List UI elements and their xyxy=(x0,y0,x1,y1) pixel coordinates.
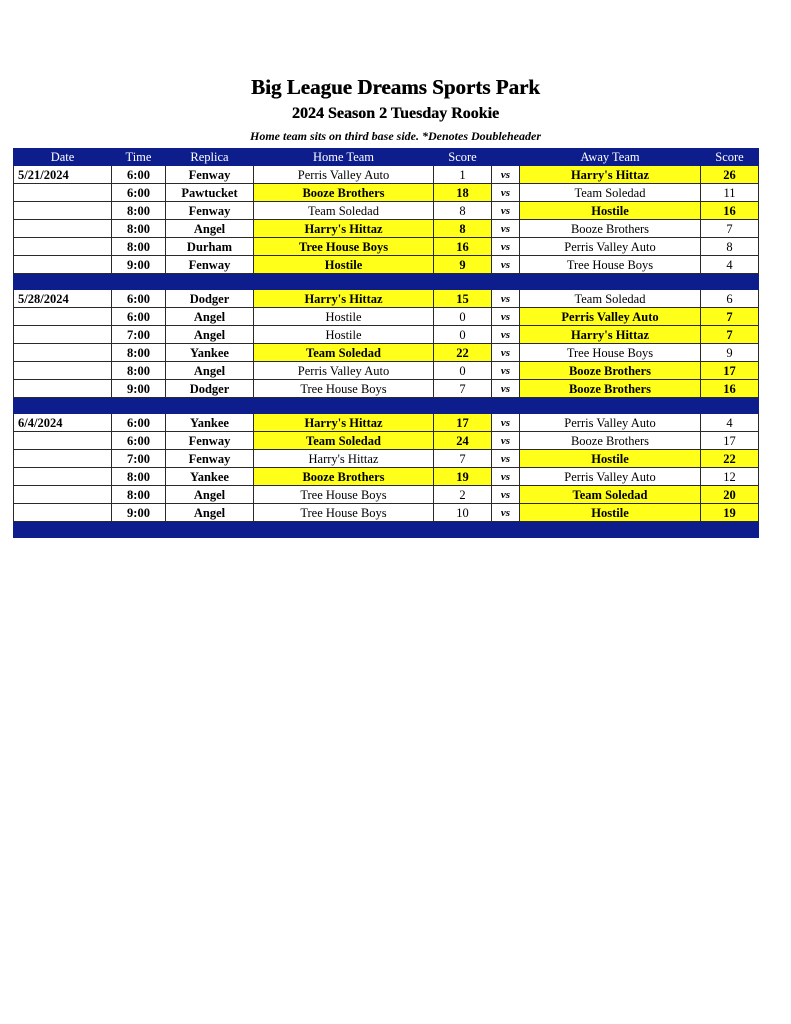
away-score-cell: 6 xyxy=(701,290,759,308)
date-cell xyxy=(14,326,112,344)
separator-cell xyxy=(112,274,166,290)
home-score-cell: 7 xyxy=(434,380,492,398)
col-header-replica: Replica xyxy=(166,149,254,166)
home-team-cell: Hostile xyxy=(254,326,434,344)
home-team-cell: Harry's Hittaz xyxy=(254,220,434,238)
away-score-cell: 11 xyxy=(701,184,759,202)
date-cell xyxy=(14,308,112,326)
away-score-cell: 19 xyxy=(701,504,759,522)
game-row xyxy=(14,414,759,432)
separator-cell xyxy=(166,522,254,538)
time-cell: 9:00 xyxy=(112,380,166,398)
replica-cell: Dodger xyxy=(166,380,254,398)
game-row xyxy=(14,504,759,522)
home-score-cell: 0 xyxy=(434,362,492,380)
replica-cell: Angel xyxy=(166,220,254,238)
home-score-cell: 0 xyxy=(434,308,492,326)
date-cell xyxy=(14,380,112,398)
col-header-home-score: Score xyxy=(434,149,492,166)
home-team-cell: Perris Valley Auto xyxy=(254,166,434,184)
replica-cell: Fenway xyxy=(166,202,254,220)
separator-cell xyxy=(254,522,434,538)
week-separator-row xyxy=(14,274,759,290)
away-team-cell: Team Soledad xyxy=(520,184,701,202)
vs-cell: vs xyxy=(492,184,520,202)
home-team-cell: Booze Brothers xyxy=(254,468,434,486)
time-cell: 8:00 xyxy=(112,202,166,220)
home-team-cell: Team Soledad xyxy=(254,432,434,450)
game-row xyxy=(14,220,759,238)
away-team-cell: Booze Brothers xyxy=(520,432,701,450)
separator-cell xyxy=(112,522,166,538)
away-team-cell: Booze Brothers xyxy=(520,220,701,238)
vs-cell: vs xyxy=(492,344,520,362)
home-score-cell: 8 xyxy=(434,220,492,238)
away-score-cell: 17 xyxy=(701,362,759,380)
home-team-cell: Tree House Boys xyxy=(254,380,434,398)
separator-cell xyxy=(434,274,492,290)
away-team-cell: Tree House Boys xyxy=(520,344,701,362)
vs-cell: vs xyxy=(492,256,520,274)
replica-cell: Yankee xyxy=(166,344,254,362)
separator-cell xyxy=(14,522,112,538)
date-cell xyxy=(14,504,112,522)
separator-cell xyxy=(434,522,492,538)
time-cell: 6:00 xyxy=(112,308,166,326)
game-row xyxy=(14,202,759,220)
separator-cell xyxy=(166,398,254,414)
home-team-cell: Hostile xyxy=(254,256,434,274)
col-header-home-team: Home Team xyxy=(254,149,434,166)
date-cell xyxy=(14,468,112,486)
away-team-cell: Booze Brothers xyxy=(520,362,701,380)
date-cell xyxy=(14,486,112,504)
separator-cell xyxy=(520,274,701,290)
away-score-cell: 8 xyxy=(701,238,759,256)
game-row xyxy=(14,450,759,468)
schedule-body xyxy=(14,166,759,538)
separator-cell xyxy=(254,274,434,290)
time-cell: 8:00 xyxy=(112,220,166,238)
away-score-cell: 9 xyxy=(701,344,759,362)
game-row xyxy=(14,238,759,256)
away-score-cell: 22 xyxy=(701,450,759,468)
game-row xyxy=(14,432,759,450)
home-team-cell: Booze Brothers xyxy=(254,184,434,202)
replica-cell: Yankee xyxy=(166,414,254,432)
away-team-cell: Perris Valley Auto xyxy=(520,414,701,432)
home-team-cell: Tree House Boys xyxy=(254,504,434,522)
game-row xyxy=(14,486,759,504)
away-team-cell: Hostile xyxy=(520,450,701,468)
home-team-cell: Harry's Hittaz xyxy=(254,290,434,308)
time-cell: 8:00 xyxy=(112,344,166,362)
home-team-cell: Tree House Boys xyxy=(254,486,434,504)
away-score-cell: 17 xyxy=(701,432,759,450)
home-team-cell: Team Soledad xyxy=(254,202,434,220)
vs-cell: vs xyxy=(492,238,520,256)
time-cell: 8:00 xyxy=(112,486,166,504)
game-row xyxy=(14,308,759,326)
away-team-cell: Harry's Hittaz xyxy=(520,166,701,184)
vs-cell: vs xyxy=(492,290,520,308)
away-team-cell: Perris Valley Auto xyxy=(520,238,701,256)
replica-cell: Angel xyxy=(166,486,254,504)
time-cell: 6:00 xyxy=(112,432,166,450)
schedule-table xyxy=(13,148,759,538)
date-cell xyxy=(14,184,112,202)
game-row xyxy=(14,256,759,274)
date-cell: 5/28/2024 xyxy=(14,290,112,308)
home-score-cell: 9 xyxy=(434,256,492,274)
vs-cell: vs xyxy=(492,486,520,504)
home-score-cell: 2 xyxy=(434,486,492,504)
table-header-row xyxy=(14,149,759,166)
time-cell: 9:00 xyxy=(112,504,166,522)
col-header-time: Time xyxy=(112,149,166,166)
col-header-away-score: Score xyxy=(701,149,759,166)
away-score-cell: 7 xyxy=(701,220,759,238)
replica-cell: Fenway xyxy=(166,256,254,274)
time-cell: 7:00 xyxy=(112,450,166,468)
date-cell: 5/21/2024 xyxy=(14,166,112,184)
time-cell: 8:00 xyxy=(112,362,166,380)
schedule-note: Home team sits on third base side. *Denotes Doubleheader xyxy=(250,129,541,143)
game-row xyxy=(14,380,759,398)
replica-cell: Pawtucket xyxy=(166,184,254,202)
col-header-away-team: Away Team xyxy=(520,149,701,166)
replica-cell: Angel xyxy=(166,362,254,380)
away-team-cell: Hostile xyxy=(520,504,701,522)
vs-cell: vs xyxy=(492,468,520,486)
vs-cell: vs xyxy=(492,326,520,344)
time-cell: 6:00 xyxy=(112,414,166,432)
game-row xyxy=(14,166,759,184)
time-cell: 6:00 xyxy=(112,290,166,308)
col-header-vs xyxy=(492,149,520,166)
replica-cell: Angel xyxy=(166,504,254,522)
time-cell: 8:00 xyxy=(112,238,166,256)
home-team-cell: Tree House Boys xyxy=(254,238,434,256)
date-cell xyxy=(14,362,112,380)
vs-cell: vs xyxy=(492,414,520,432)
away-team-cell: Harry's Hittaz xyxy=(520,326,701,344)
away-score-cell: 7 xyxy=(701,308,759,326)
vs-cell: vs xyxy=(492,504,520,522)
replica-cell: Yankee xyxy=(166,468,254,486)
home-team-cell: Hostile xyxy=(254,308,434,326)
separator-cell xyxy=(701,522,759,538)
game-row xyxy=(14,344,759,362)
vs-cell: vs xyxy=(492,380,520,398)
separator-cell xyxy=(701,398,759,414)
vs-cell: vs xyxy=(492,166,520,184)
vs-cell: vs xyxy=(492,308,520,326)
vs-cell: vs xyxy=(492,220,520,238)
home-team-cell: Harry's Hittaz xyxy=(254,414,434,432)
date-cell xyxy=(14,450,112,468)
time-cell: 9:00 xyxy=(112,256,166,274)
vs-cell: vs xyxy=(492,450,520,468)
separator-cell xyxy=(434,398,492,414)
replica-cell: Fenway xyxy=(166,450,254,468)
separator-cell xyxy=(112,398,166,414)
home-score-cell: 17 xyxy=(434,414,492,432)
date-cell: 6/4/2024 xyxy=(14,414,112,432)
date-cell xyxy=(14,238,112,256)
home-score-cell: 22 xyxy=(434,344,492,362)
replica-cell: Fenway xyxy=(166,166,254,184)
col-header-date: Date xyxy=(14,149,112,166)
away-score-cell: 16 xyxy=(701,380,759,398)
home-score-cell: 19 xyxy=(434,468,492,486)
away-team-cell: Booze Brothers xyxy=(520,380,701,398)
home-score-cell: 0 xyxy=(434,326,492,344)
home-score-cell: 18 xyxy=(434,184,492,202)
separator-cell xyxy=(492,274,520,290)
replica-cell: Angel xyxy=(166,326,254,344)
away-team-cell: Perris Valley Auto xyxy=(520,308,701,326)
away-team-cell: Hostile xyxy=(520,202,701,220)
separator-cell xyxy=(520,398,701,414)
separator-cell xyxy=(520,522,701,538)
away-score-cell: 4 xyxy=(701,256,759,274)
game-row xyxy=(14,290,759,308)
home-score-cell: 1 xyxy=(434,166,492,184)
separator-cell xyxy=(254,398,434,414)
separator-cell xyxy=(492,522,520,538)
away-team-cell: Team Soledad xyxy=(520,290,701,308)
home-team-cell: Harry's Hittaz xyxy=(254,450,434,468)
home-score-cell: 15 xyxy=(434,290,492,308)
week-separator-row xyxy=(14,522,759,538)
game-row xyxy=(14,468,759,486)
away-score-cell: 4 xyxy=(701,414,759,432)
page-subtitle: 2024 Season 2 Tuesday Rookie xyxy=(291,105,500,122)
vs-cell: vs xyxy=(492,362,520,380)
time-cell: 6:00 xyxy=(112,166,166,184)
game-row xyxy=(14,362,759,380)
date-cell xyxy=(14,432,112,450)
away-score-cell: 20 xyxy=(701,486,759,504)
week-separator-row xyxy=(14,398,759,414)
time-cell: 7:00 xyxy=(112,326,166,344)
separator-cell xyxy=(492,398,520,414)
home-team-cell: Team Soledad xyxy=(254,344,434,362)
game-row xyxy=(14,326,759,344)
date-cell xyxy=(14,202,112,220)
date-cell xyxy=(14,220,112,238)
time-cell: 6:00 xyxy=(112,184,166,202)
separator-cell xyxy=(14,398,112,414)
replica-cell: Dodger xyxy=(166,290,254,308)
vs-cell: vs xyxy=(492,202,520,220)
away-score-cell: 16 xyxy=(701,202,759,220)
separator-cell xyxy=(166,274,254,290)
replica-cell: Angel xyxy=(166,308,254,326)
away-score-cell: 26 xyxy=(701,166,759,184)
page-title: Big League Dreams Sports Park xyxy=(251,75,540,99)
home-score-cell: 24 xyxy=(434,432,492,450)
replica-cell: Durham xyxy=(166,238,254,256)
game-row xyxy=(14,184,759,202)
away-team-cell: Tree House Boys xyxy=(520,256,701,274)
away-team-cell: Team Soledad xyxy=(520,486,701,504)
away-score-cell: 7 xyxy=(701,326,759,344)
home-score-cell: 8 xyxy=(434,202,492,220)
away-score-cell: 12 xyxy=(701,468,759,486)
home-score-cell: 16 xyxy=(434,238,492,256)
home-score-cell: 10 xyxy=(434,504,492,522)
separator-cell xyxy=(14,274,112,290)
vs-cell: vs xyxy=(492,432,520,450)
home-score-cell: 7 xyxy=(434,450,492,468)
away-team-cell: Perris Valley Auto xyxy=(520,468,701,486)
time-cell: 8:00 xyxy=(112,468,166,486)
separator-cell xyxy=(701,274,759,290)
date-cell xyxy=(14,344,112,362)
home-team-cell: Perris Valley Auto xyxy=(254,362,434,380)
date-cell xyxy=(14,256,112,274)
replica-cell: Fenway xyxy=(166,432,254,450)
